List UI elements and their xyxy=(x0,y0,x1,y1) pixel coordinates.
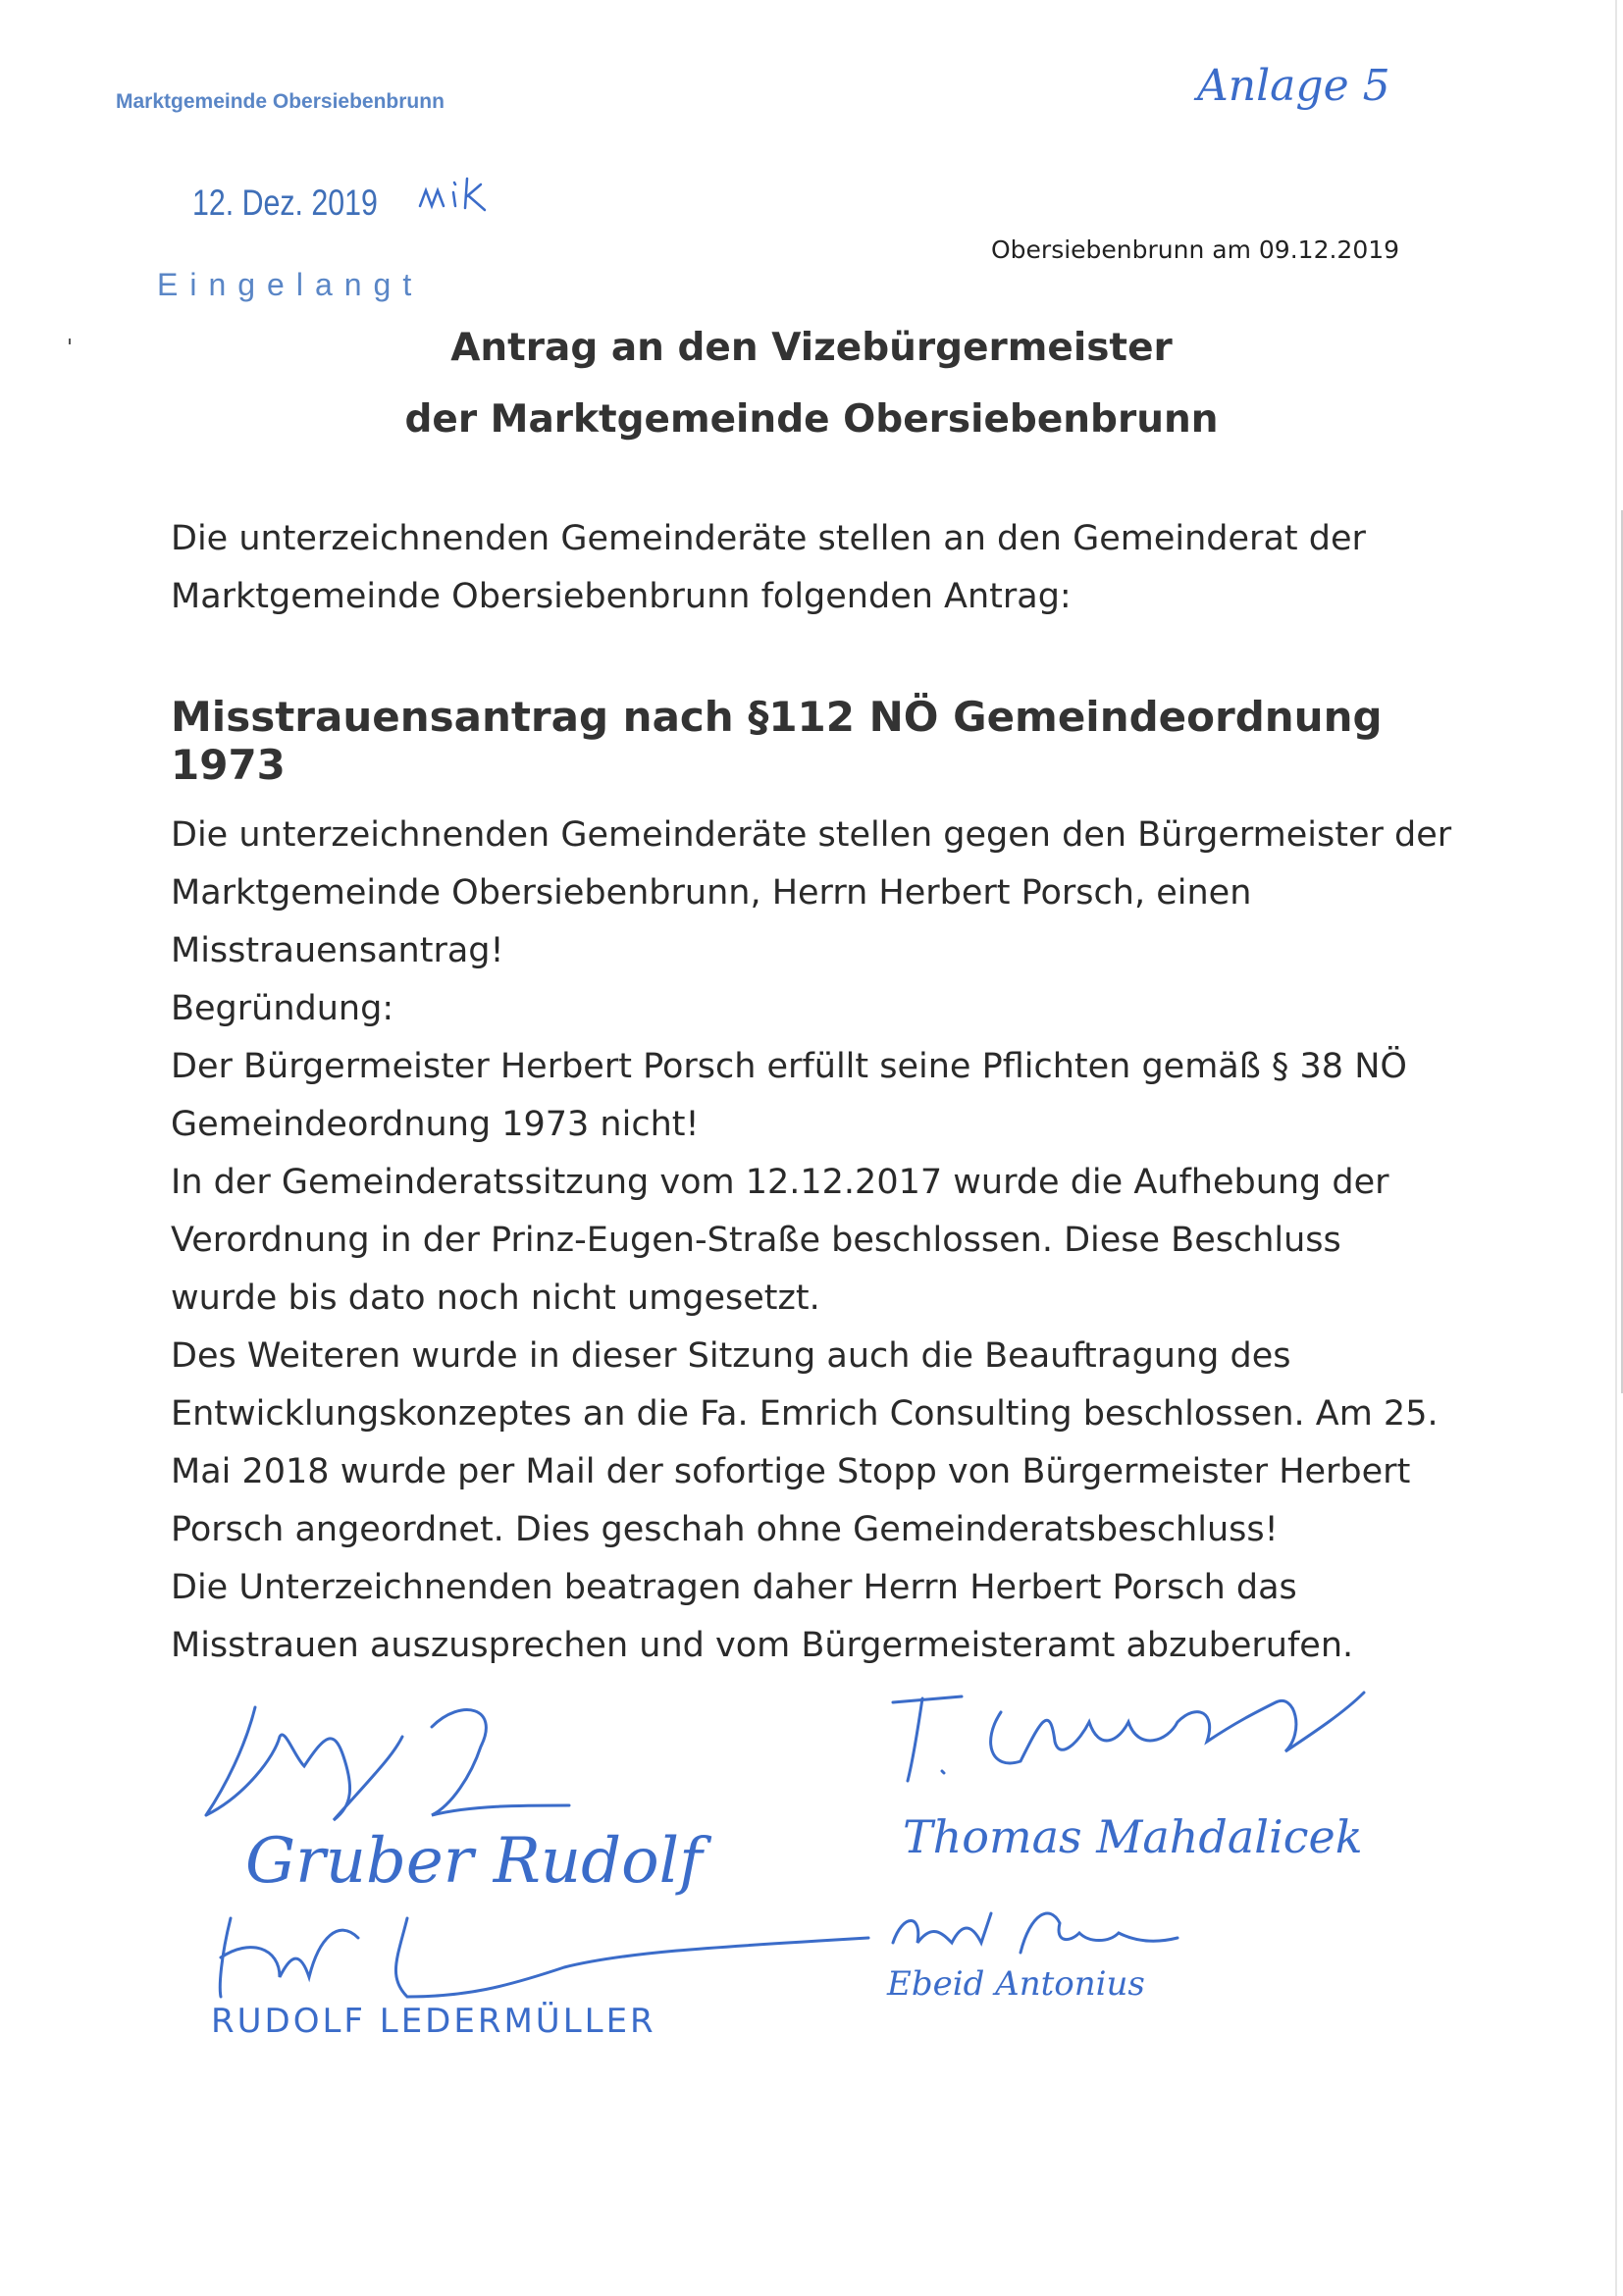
intro-line: Die unterzeichnenden Gemeinderäte stellen an den Gemeinderat der xyxy=(171,519,1366,558)
signature-2-name: Gruber Rudolf xyxy=(245,1825,703,1898)
body-line: Die unterzeichnenden Gemeinderäte stellen gegen den Bürgermeister der xyxy=(171,815,1452,855)
initials-scribble xyxy=(416,173,504,222)
body-line: Mai 2018 wurde per Mail der sofortige Stopp von Bürgermeister Herbert xyxy=(171,1452,1411,1491)
signature-1-scribble xyxy=(186,1697,638,1835)
title-line-1: Antrag an den Vizebürgermeister xyxy=(450,326,1173,370)
body-line: Begründung: xyxy=(171,989,394,1028)
body-line: Marktgemeinde Obersiebenbrunn, Herrn Herbert Porsch, einen xyxy=(171,873,1252,913)
body-line: Der Bürgermeister Herbert Porsch erfüllt seine Pflichten gemäß § 38 NÖ xyxy=(171,1047,1407,1086)
stamp-received-label: Eingelangt xyxy=(157,267,424,302)
signature-5 xyxy=(883,1904,1197,2004)
intro-line: Marktgemeinde Obersiebenbrunn folgenden Antrag: xyxy=(171,577,1072,616)
body-line: Des Weiteren wurde in dieser Sitzung auch die Beauftragung des xyxy=(171,1336,1291,1376)
body-line: Die Unterzeichnenden beatragen daher Herrn Herbert Porsch das xyxy=(171,1568,1297,1607)
body-line: Entwicklungskonzeptes an die Fa. Emrich Consulting beschlossen. Am 25. xyxy=(171,1394,1439,1434)
stamp-organization: Marktgemeinde Obersiebenbrunn xyxy=(116,90,445,113)
body-line: In der Gemeinderatssitzung vom 12.12.2017 wurde die Aufhebung der xyxy=(171,1163,1389,1202)
body-line: Gemeindeordnung 1973 nicht! xyxy=(171,1105,700,1144)
handwritten-initials xyxy=(416,173,504,232)
handwritten-annex-note: Anlage 5 xyxy=(1197,61,1390,111)
signature-5-printed-name: Ebeid Antonius xyxy=(887,1964,1145,2004)
intro-paragraph xyxy=(171,510,1446,626)
body-line: Verordnung in der Prinz-Eugen-Straße beschlossen. Diese Beschluss xyxy=(171,1221,1341,1260)
body-line: Porsch angeordnet. Dies geschah ohne Gemeinderatsbeschluss! xyxy=(171,1510,1279,1549)
signature-3-printed-name: RUDOLF LEDERMÜLLER xyxy=(211,2002,656,2041)
motion-title: Misstrauensantrag nach §112 NÖ Gemeindeordnung 1973 xyxy=(171,693,1383,789)
body-line: Misstrauen auszusprechen und vom Bürgermeisteramt abzuberufen. xyxy=(171,1626,1354,1665)
signature-4-printed-name: Thomas Mahdalicek xyxy=(903,1810,1363,1863)
body-paragraph xyxy=(171,807,1452,1675)
body-line: wurde bis dato noch nicht umgesetzt. xyxy=(171,1278,820,1318)
stamp-date: 12. Dez. 2019 xyxy=(192,183,378,223)
signature-3 xyxy=(211,1899,878,2041)
place-and-date: Obersiebenbrunn am 09.12.2019 xyxy=(991,235,1400,264)
title-line-2: der Marktgemeinde Obersiebenbrunn xyxy=(404,397,1219,442)
signature-3-scribble xyxy=(211,1899,878,2007)
signature-4 xyxy=(883,1683,1374,1863)
signature-4-scribble xyxy=(883,1683,1374,1791)
signature-1 xyxy=(186,1697,638,1839)
body-line: Misstrauensantrag! xyxy=(171,931,504,970)
signature-5-scribble xyxy=(883,1904,1197,1962)
